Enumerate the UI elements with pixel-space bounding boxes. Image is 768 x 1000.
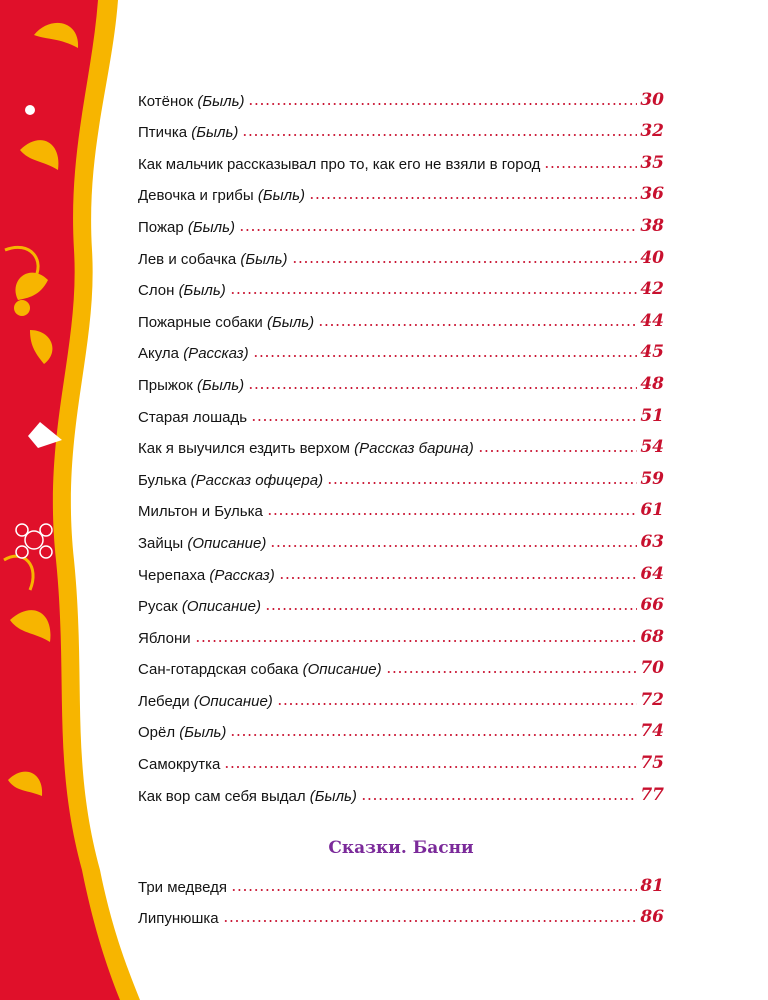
toc-entry[interactable] <box>138 584 664 616</box>
toc-entry[interactable] <box>138 236 664 268</box>
page-number: 61 <box>640 500 664 521</box>
toc-entry[interactable] <box>138 520 664 552</box>
toc-entry[interactable] <box>138 647 664 679</box>
entry-title <box>138 377 244 394</box>
toc-entry[interactable] <box>138 896 664 928</box>
entry-title-text: Мильтон и Булька <box>138 503 263 521</box>
entry-title <box>138 756 220 773</box>
toc-entry[interactable] <box>138 141 664 173</box>
page-number: 81 <box>640 875 664 896</box>
entry-subtitle: (Быль) <box>257 187 305 205</box>
entry-title <box>138 661 382 678</box>
dot-leader <box>242 134 637 136</box>
dot-leader <box>248 103 637 105</box>
dot-leader <box>230 292 638 294</box>
dot-leader <box>386 671 638 673</box>
dot-leader <box>239 229 637 231</box>
entry-title-text: Как мальчик рассказывал про то, как его не взяли в город <box>138 155 541 173</box>
section-table-of-contents <box>138 864 664 927</box>
dot-leader <box>251 419 637 421</box>
entry-title <box>138 282 226 299</box>
toc-entry[interactable] <box>138 864 664 896</box>
dot-leader <box>309 197 637 199</box>
entry-title-text: Черепаха <box>138 566 206 584</box>
page-number: 70 <box>640 658 664 679</box>
entry-title <box>138 879 227 896</box>
entry-subtitle: (Быль) <box>178 282 226 300</box>
entry-subtitle: (Быль) <box>187 218 235 236</box>
entry-title-text: Девочка и грибы <box>138 187 254 205</box>
entry-title-text: Прыжок <box>138 376 193 394</box>
entry-title <box>138 693 273 710</box>
entry-subtitle: (Быль) <box>191 124 239 142</box>
entry-title-text: Яблони <box>138 629 191 647</box>
toc-entry[interactable] <box>138 173 664 205</box>
toc-entry[interactable] <box>138 110 664 142</box>
entry-title <box>138 630 191 647</box>
entry-subtitle: (Рассказ барина) <box>354 440 474 458</box>
entry-title-text: Пожар <box>138 218 184 236</box>
dot-leader <box>223 920 638 922</box>
entry-title-text: Сан-готардская собака <box>138 661 299 679</box>
entry-title <box>138 251 288 268</box>
entry-subtitle: (Описание) <box>187 534 267 552</box>
page-number: 54 <box>640 437 664 458</box>
entry-title <box>138 187 305 204</box>
page-number: 63 <box>640 531 664 552</box>
toc-entry[interactable] <box>138 678 664 710</box>
dot-leader <box>265 608 637 610</box>
page-number: 72 <box>640 689 664 710</box>
page-number: 68 <box>640 626 664 647</box>
entry-subtitle: (Рассказ) <box>209 566 275 584</box>
page-number: 74 <box>640 721 664 742</box>
dot-leader <box>544 166 637 168</box>
page-number: 30 <box>640 89 664 110</box>
toc-entry[interactable] <box>138 204 664 236</box>
entry-title-text: Старая лошадь <box>138 408 248 426</box>
entry-subtitle: (Быль) <box>197 376 245 394</box>
dot-leader <box>270 545 637 547</box>
entry-title <box>138 219 235 236</box>
entry-title <box>138 788 357 805</box>
entry-subtitle: (Быль) <box>309 787 357 805</box>
page-number: 66 <box>640 595 664 616</box>
page-number: 35 <box>640 152 664 173</box>
entry-title <box>138 535 266 552</box>
entry-title <box>138 409 247 426</box>
page-number: 38 <box>640 215 664 236</box>
section-title: Сказки. Басни <box>328 838 474 858</box>
page-number: 75 <box>640 753 664 774</box>
entry-subtitle: (Описание) <box>302 661 382 679</box>
page-number: 36 <box>640 184 664 205</box>
dot-leader <box>279 577 638 579</box>
toc-entry[interactable] <box>138 741 664 773</box>
dot-leader <box>231 889 637 891</box>
entry-subtitle: (Быль) <box>240 250 288 268</box>
entry-title <box>138 345 249 362</box>
toc-entry[interactable] <box>138 615 664 647</box>
toc-entry[interactable] <box>138 299 664 331</box>
dot-leader <box>230 734 637 736</box>
toc-entry[interactable] <box>138 489 664 521</box>
dot-leader <box>478 450 638 452</box>
entry-title-text: Как вор сам себя выдал <box>138 787 306 805</box>
page-number: 48 <box>640 373 664 394</box>
toc-entry[interactable] <box>138 362 664 394</box>
page-number: 42 <box>640 279 664 300</box>
entry-subtitle: (Быль) <box>197 92 245 110</box>
page-number: 45 <box>640 342 664 363</box>
entry-title <box>138 598 261 615</box>
entry-title <box>138 567 275 584</box>
entry-subtitle: (Быль) <box>266 313 315 331</box>
dot-leader <box>277 703 638 705</box>
entry-title <box>138 314 314 331</box>
floral-border-ornament <box>0 0 150 1000</box>
entry-title-text: Самокрутка <box>138 756 221 774</box>
dot-leader <box>224 766 637 768</box>
entry-subtitle: (Описание) <box>193 692 273 710</box>
toc-entry[interactable] <box>138 426 664 458</box>
toc-entry[interactable] <box>138 710 664 742</box>
table-of-contents <box>138 78 664 805</box>
entry-subtitle: (Быль) <box>179 724 227 742</box>
entry-subtitle: (Рассказ) <box>183 345 249 363</box>
entry-title-text: Булька <box>138 471 187 489</box>
entry-title-text: Лев и собачка <box>138 250 237 268</box>
dot-leader <box>318 324 637 326</box>
page-number: 32 <box>640 121 664 142</box>
entry-title-text: Лебеди <box>138 692 190 710</box>
toc-entry[interactable] <box>138 773 664 805</box>
page-number: 77 <box>640 784 664 805</box>
entry-title <box>138 440 474 457</box>
dot-leader <box>253 355 638 357</box>
entry-title-text: Котёнок <box>138 92 194 110</box>
toc-entry[interactable] <box>138 552 664 584</box>
entry-title-text: Слон <box>138 282 175 300</box>
entry-title-text: Как я выучился ездить верхом <box>138 440 350 458</box>
entry-title-text: Орёл <box>138 724 176 742</box>
entry-title <box>138 472 323 489</box>
page-number: 64 <box>640 563 664 584</box>
page-number: 59 <box>640 468 664 489</box>
entry-title <box>138 156 540 173</box>
toc-entry[interactable] <box>138 457 664 489</box>
toc-entry[interactable] <box>138 394 664 426</box>
entry-title-text: Липунюшка <box>138 910 219 928</box>
dot-leader <box>327 482 637 484</box>
dot-leader <box>195 640 638 642</box>
entry-title <box>138 910 219 927</box>
dot-leader <box>267 513 638 515</box>
toc-entry[interactable] <box>138 78 664 110</box>
page-number: 51 <box>640 405 664 426</box>
entry-title-text: Русак <box>138 598 178 616</box>
page-number: 44 <box>640 310 664 331</box>
toc-entry[interactable] <box>138 268 664 300</box>
entry-title <box>138 124 238 141</box>
page-number: 86 <box>640 907 664 928</box>
entry-title <box>138 724 226 741</box>
entry-title <box>138 93 244 110</box>
page-number: 40 <box>640 247 664 268</box>
entry-subtitle: (Описание) <box>181 598 261 616</box>
dot-leader <box>292 261 638 263</box>
entry-title-text: Зайцы <box>138 534 184 552</box>
entry-title <box>138 503 263 520</box>
toc-entry[interactable] <box>138 331 664 363</box>
entry-subtitle: (Рассказ офицера) <box>190 471 324 489</box>
entry-title-text: Птичка <box>138 124 188 142</box>
entry-title-text: Акула <box>138 345 180 363</box>
entry-title-text: Три медведя <box>138 878 227 896</box>
dot-leader <box>361 798 637 800</box>
dot-leader <box>248 387 637 389</box>
entry-title-text: Пожарные собаки <box>138 313 263 331</box>
